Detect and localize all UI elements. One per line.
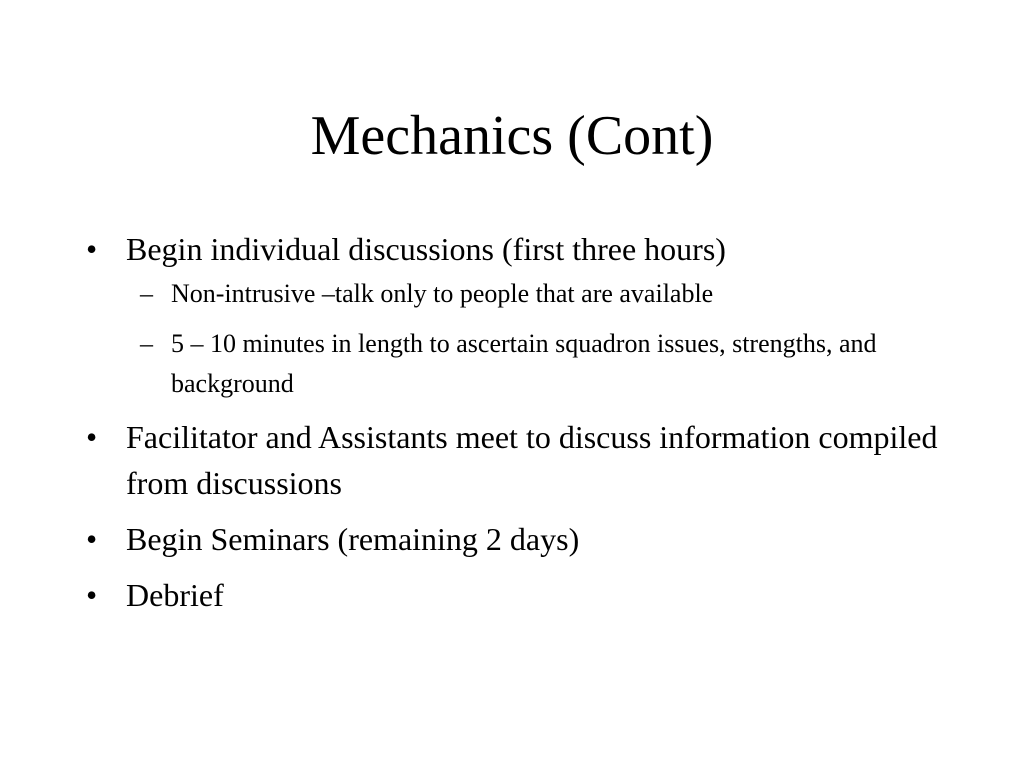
slide-title: Mechanics (Cont) bbox=[310, 105, 714, 167]
bullet-text: Begin individual discussions (first three hours) bbox=[126, 231, 726, 267]
bullet-text: Begin Seminars (remaining 2 days) bbox=[126, 521, 580, 557]
bullet-marker: • bbox=[86, 577, 98, 613]
bullet-text: Debrief bbox=[126, 577, 224, 613]
sub-bullet-item bbox=[126, 324, 944, 404]
bullet-item bbox=[0, 226, 1024, 404]
bullet-list bbox=[0, 226, 1024, 628]
sub-bullet-marker: – bbox=[140, 329, 153, 358]
bullet-marker: • bbox=[86, 231, 98, 267]
sub-bullet-marker: – bbox=[140, 279, 153, 308]
bullet-item bbox=[0, 572, 1024, 618]
bullet-item bbox=[0, 516, 1024, 562]
sub-bullet-item bbox=[126, 274, 944, 314]
sub-bullet-text: 5 – 10 minutes in length to ascertain squadron issues, strengths, and background bbox=[171, 329, 877, 398]
bullet-marker: • bbox=[86, 419, 98, 455]
bullet-text: Facilitator and Assistants meet to discuss information compiled from discussions bbox=[126, 419, 938, 501]
bullet-item bbox=[0, 414, 1024, 506]
bullet-marker: • bbox=[86, 521, 98, 557]
sub-bullet-text: Non-intrusive –talk only to people that are available bbox=[171, 279, 714, 308]
sub-bullet-list bbox=[126, 274, 944, 404]
